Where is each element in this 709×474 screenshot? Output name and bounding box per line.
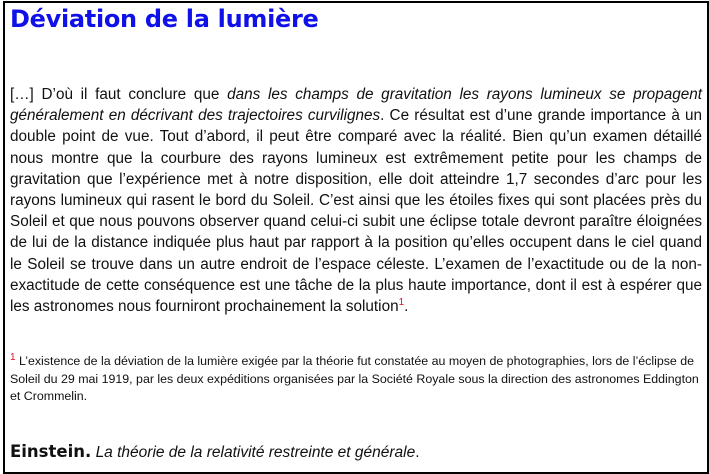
citation-end: . — [415, 444, 420, 461]
paragraph-intro: […] D’où il faut conclure que — [10, 86, 228, 103]
document-frame — [3, 1, 709, 474]
citation-work: La théorie de la relativité restreinte et générale — [95, 444, 416, 461]
main-paragraph — [10, 84, 702, 317]
page-title: Déviation de la lumière — [10, 5, 319, 33]
citation-author: Einstein. — [10, 442, 92, 461]
footnote — [10, 353, 702, 406]
paragraph-end: . — [404, 298, 409, 316]
paragraph-italic-phrase: dans les champs de gravitation les rayons lumineux se propagent généralement en décrivant des trajectoires curvilignes — [10, 86, 702, 125]
footnote-text: L’existence de la déviation de la lumière exigée par la théorie fut constatée au moyen de photographies, lors de l’éclipse de Soleil du 29 mai 1919, par les deux expéditions organisées par la Société Royale sous la direction des astronomes Eddington et Crommelin. — [10, 354, 699, 403]
footnote-marker: 1 — [10, 352, 16, 363]
footnote-reference[interactable]: 1 — [398, 297, 405, 309]
paragraph-rest: . Ce résultat est d’une grande importance à un double point de vue. Tout d’abord, il peut être comparé avec la réalité. Bien qu’un examen détaillé nous montre que la courbure des rayons lumineux est extrêmement petite pour les champs de gravitation que l’expérience met à notre disposition, elle doit atteindre 1,7 secondes d’arc pour les rayons lumineux qui rasent le bord du Soleil. C’est ainsi que les étoiles fixes qui sont placées près du Soleil et que nous pouvons observer quand celui-ci subit une éclipse totale devront paraître éloignées de lui de la distance indiquée plus haut par rapport à la position qu’elles occupent dans le ciel quand le Soleil se trouve dans un autre endroit de l’espace céleste. L’examen de l’exactitude ou de la non-exactitude de cette conséquence est une tâche de la plus haute importance, dont il est à espérer que les astronomes nous fourniront prochainement la solution — [10, 107, 702, 316]
citation — [10, 442, 420, 462]
